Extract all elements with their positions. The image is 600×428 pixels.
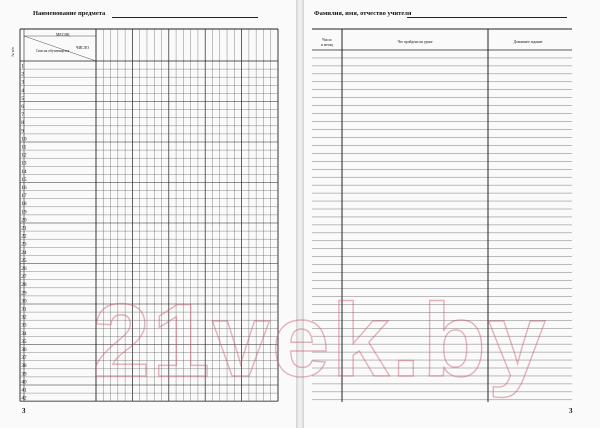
row-number: 27 [21, 274, 27, 281]
row-number: 3 [21, 79, 24, 86]
row-number: 33 [21, 322, 27, 329]
row-number: 24 [21, 249, 27, 256]
row-number: 22 [21, 233, 27, 240]
teacher-label: Фамилия, имя, отчество учителя [314, 10, 412, 17]
row-number: 31 [21, 306, 27, 313]
row-number: 23 [21, 241, 27, 248]
left-page [0, 0, 296, 428]
row-number: 21 [21, 225, 27, 232]
row-number: 1 [21, 63, 24, 70]
row-number: 37 [21, 355, 27, 362]
date-column-header: Число и месяц [321, 38, 333, 47]
students-header: Список обучающихся [36, 49, 70, 53]
row-number: 9 [21, 128, 24, 135]
row-number: 6 [21, 104, 24, 110]
row-number: 2 [21, 71, 24, 78]
row-number: 38 [21, 363, 27, 370]
row-number: 30 [21, 298, 27, 305]
row-number: 34 [21, 330, 27, 337]
row-number: 7 [21, 112, 24, 119]
row-number: 18 [21, 201, 27, 208]
row-number: 14 [21, 168, 27, 175]
row-number: 13 [21, 160, 27, 167]
row-number: 41 [21, 387, 27, 394]
attendance-grid [0, 0, 296, 428]
lesson-log-table [304, 0, 600, 428]
row-number: 17 [21, 193, 27, 200]
subject-label: Наименование предмета [33, 10, 106, 17]
row-number: 36 [21, 347, 27, 353]
row-number: 40 [21, 379, 27, 386]
row-number: 42 [21, 395, 27, 402]
row-number: 35 [21, 338, 27, 345]
row-number: 19 [21, 209, 27, 216]
row-number: 16 [21, 185, 27, 191]
row-number: 4 [21, 87, 24, 94]
row-number: 32 [21, 314, 27, 321]
right-page [304, 0, 600, 428]
row-number: 28 [21, 282, 27, 289]
page-number-right: 3 [569, 407, 573, 415]
row-number: 12 [21, 152, 27, 159]
row-number: 20 [21, 217, 27, 224]
row-number: 15 [21, 176, 27, 183]
row-number: 10 [21, 136, 27, 143]
row-number: 39 [21, 371, 27, 378]
row-number-header: № п/п [11, 47, 15, 57]
row-number: 29 [21, 290, 27, 297]
homework-column-header: Домашнее задание [513, 40, 543, 44]
lesson-column-header: Что пройдено на уроке [397, 40, 433, 44]
row-number: 5 [21, 95, 24, 102]
page-number-left: 3 [22, 407, 26, 415]
row-number: 25 [21, 257, 27, 264]
row-number: 26 [21, 266, 27, 272]
month-header: МЕСЯЦ [56, 33, 70, 37]
row-number: 8 [21, 120, 24, 127]
row-number: 11 [21, 144, 27, 151]
day-header: ЧИСЛО [76, 46, 89, 50]
binding-gutter [296, 0, 304, 428]
